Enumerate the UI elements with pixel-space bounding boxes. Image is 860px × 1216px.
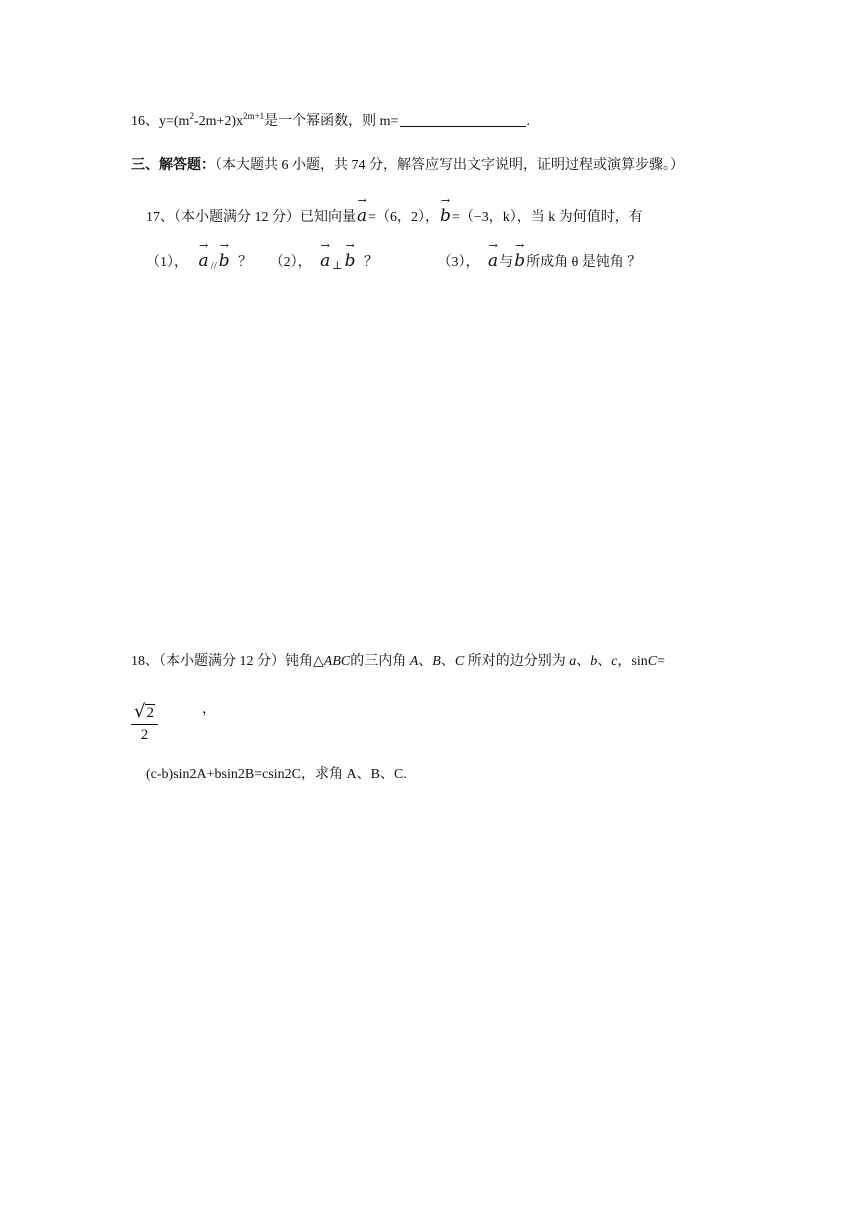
vector-arrow-icon: → (198, 239, 209, 252)
sqrt2-over-2-fraction (131, 701, 158, 744)
q17-b-value: =（−3，k），当 k 为何值时，有 (451, 210, 643, 225)
q16-suffix: 是一个幂函数，则 m= (264, 114, 399, 129)
q17-a-value: =（6，2）， (368, 210, 440, 225)
q17-with: 与 (499, 255, 514, 270)
question-17 (146, 194, 643, 228)
q17-parts (146, 239, 642, 276)
vector-b: → b (344, 251, 357, 271)
q17-part2-question: ？ (364, 255, 379, 270)
vector-arrow-icon: → (488, 239, 498, 252)
vector-arrow-icon: → (219, 239, 229, 252)
vector-a: → a (487, 251, 499, 271)
question-18: 18、（本小题满分 12 分）钝角△ABC的三内角 A、B、C 所对的边分别为 a、b、c，sinC= (131, 654, 666, 669)
vector-b: → b (513, 251, 526, 271)
q18-equation (146, 765, 407, 785)
vector-a: → a (319, 251, 331, 271)
vector-arrow-icon: → (357, 194, 367, 207)
vector-arrow-icon: → (320, 239, 330, 252)
section-3-title: 三、解答题： (131, 158, 215, 173)
q17-intro: 17、（本小题满分 12 分）已知向量 (146, 210, 356, 225)
vector-a: → a (198, 251, 210, 271)
q17-part3-label: （3）， (437, 255, 480, 270)
q16-mid: -2m+2)x (193, 114, 244, 129)
q17-part1-question: ？ (238, 255, 253, 270)
fraction-denominator: 2 (140, 727, 149, 743)
q16-prefix: 16、y=(m (131, 114, 190, 129)
sqrt-icon: √ (134, 701, 146, 722)
vector-b: → b (218, 251, 231, 271)
q18-comma: ， (202, 702, 216, 717)
perpendicular-symbol: ⊥ (332, 260, 343, 272)
section-3-note: （本大题共 6 小题，共 74 分，解答应写出文字说明，证明过程或演算步骤。） (215, 158, 684, 173)
q18-equation-text: (c-b)sin2A+bsin2B=csin2C，求角 A、B、C. (146, 767, 407, 782)
q17-part3-text: 所成角 θ 是钝角 ？ (526, 255, 642, 270)
q16-answer-blank (400, 112, 526, 127)
vector-arrow-icon: → (345, 239, 355, 252)
vector-b: → b (439, 206, 452, 226)
vector-arrow-icon: → (515, 239, 525, 252)
q16-sup2: 2m+1 (243, 111, 265, 121)
question-16 (131, 112, 530, 132)
q16-sup1: 2 (189, 111, 194, 121)
q16-end: . (526, 114, 530, 129)
fraction-numerator: 2 (146, 705, 154, 721)
q17-part1-label: （1）， (146, 255, 188, 270)
q17-part2-label: （2）， (269, 255, 312, 270)
section-3-heading (131, 156, 684, 176)
vector-arrow-icon: → (440, 194, 451, 207)
parallel-symbol: // (210, 260, 217, 272)
vector-a: → a (356, 206, 368, 226)
